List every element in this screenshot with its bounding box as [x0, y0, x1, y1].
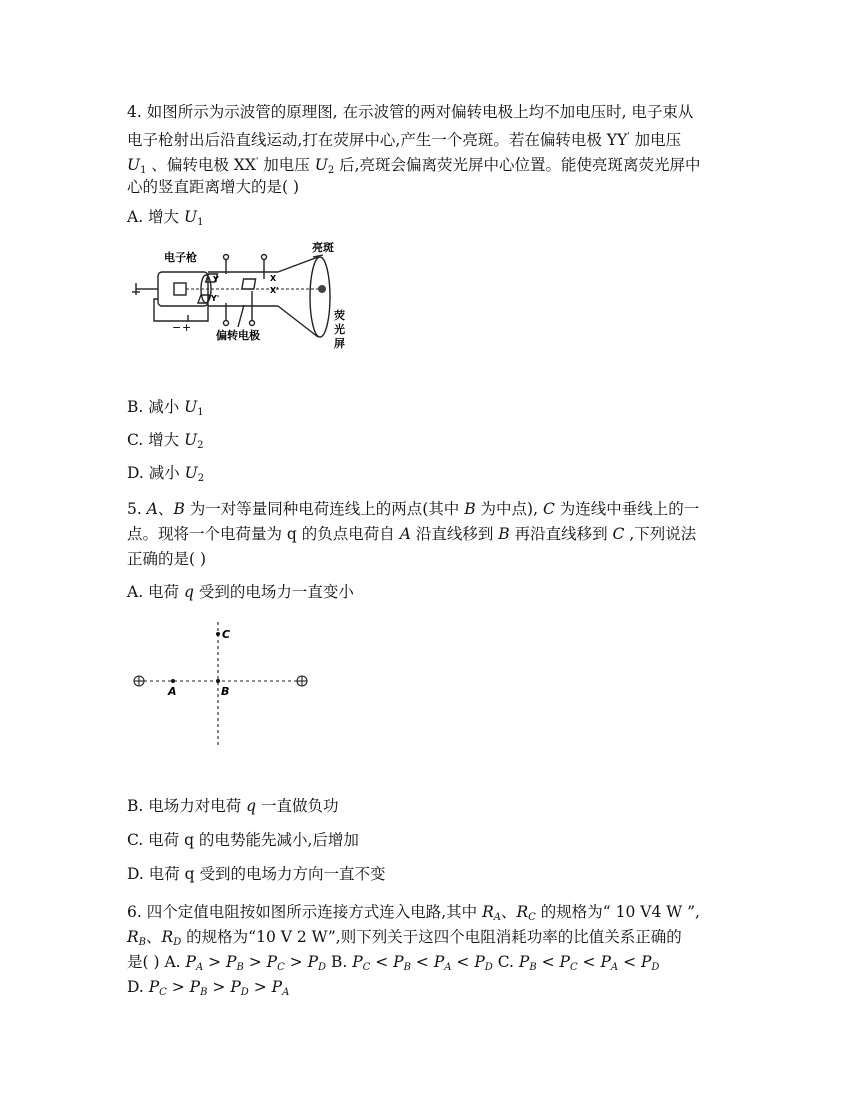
q4-stem-line2: 电子枪射出后沿直线运动,打在荧屏中心,产生一个亮斑。若在偏转电极 YY' 加电压	[127, 131, 682, 149]
label-screen-2: 光	[334, 323, 345, 336]
q4-option-d[interactable]: D. 减小 $U_2$	[127, 464, 205, 484]
q5-option-b[interactable]: B. 电场力对电荷 q 一直做负功	[127, 797, 339, 815]
q6-stem-line2: $R_B$、$R_D$ 的规格为“10 V 2 W”,则下列关于这四个电阻消耗功率的比值关系正确的	[127, 928, 682, 948]
q6-stem-line4: D. $P_C > P_B > P_D > P_A$	[127, 978, 290, 998]
point-c	[216, 632, 220, 636]
q4-option-c[interactable]: C. 增大 $U_2$	[127, 431, 204, 451]
label-y: Y	[213, 275, 219, 284]
label-screen-1: 荧	[334, 309, 345, 322]
label-electrode: 偏转电极	[216, 329, 260, 342]
point-a	[171, 679, 175, 683]
label-gun: 电子枪	[164, 251, 197, 264]
label-a: A	[168, 685, 177, 698]
label-yprime: Y'	[211, 294, 220, 303]
q5-option-d[interactable]: D. 电荷 q 受到的电场力方向一直不变	[127, 865, 386, 883]
q5-stem-line3: 正确的是( )	[127, 550, 207, 568]
label-x: X	[270, 274, 277, 283]
oscilloscope-tube-diagram	[128, 237, 378, 357]
q4-stem-line4: 心的竖直距离增大的是( )	[127, 178, 300, 196]
label-minus: −	[172, 321, 182, 334]
label-screen-3: 屏	[334, 337, 345, 350]
q5-stem-line2: 点。现将一个电荷量为 q 的负点电荷自 A 沿直线移到 B 再沿直线移到 C ,下列说法	[127, 525, 697, 543]
q4-option-a[interactable]: A. 增大 $U_1$	[127, 208, 204, 228]
charges-diagram	[128, 620, 318, 750]
label-b: B	[221, 685, 230, 698]
q6-stem-line1: 6. 四个定值电阻按如图所示连接方式连入电路,其中 $R_A$、$R_C$ 的规格为“ 10 V4 W ”,	[127, 903, 700, 923]
q4-stem-line1: 4. 如图所示为示波管的原理图, 在示波管的两对偏转电极上均不加电压时, 电子束从	[127, 103, 694, 121]
q5-option-a[interactable]: A. 电荷 q 受到的电场力一直变小	[127, 583, 354, 601]
point-b	[216, 679, 220, 683]
label-spot: 亮斑	[312, 241, 334, 254]
q6-stem-line3: 是( ) A. $P_A > P_B > P_C > P_D$ B. $P_C < P_B < P_A < P_D$ C. $P_B < P_C < P_A < P_D$	[127, 953, 660, 973]
label-xprime: X'	[270, 286, 279, 295]
label-c: C	[222, 628, 231, 641]
q4-option-b[interactable]: B. 减小 $U_1$	[127, 398, 204, 418]
q5-stem-line1: 5. A、B 为一对等量同种电荷连线上的两点(其中 B 为中点), C 为连线中垂线上的一	[127, 500, 700, 518]
q5-option-c[interactable]: C. 电荷 q 的电势能先减小,后增加	[127, 831, 359, 849]
q4-stem-line3: $U_1$ 、偏转电极 XX' 加电压 $U_2$ 后,亮斑会偏离荧光屏中心位置。能使亮斑离荧光屏中	[127, 156, 701, 176]
label-plus: +	[182, 321, 192, 334]
